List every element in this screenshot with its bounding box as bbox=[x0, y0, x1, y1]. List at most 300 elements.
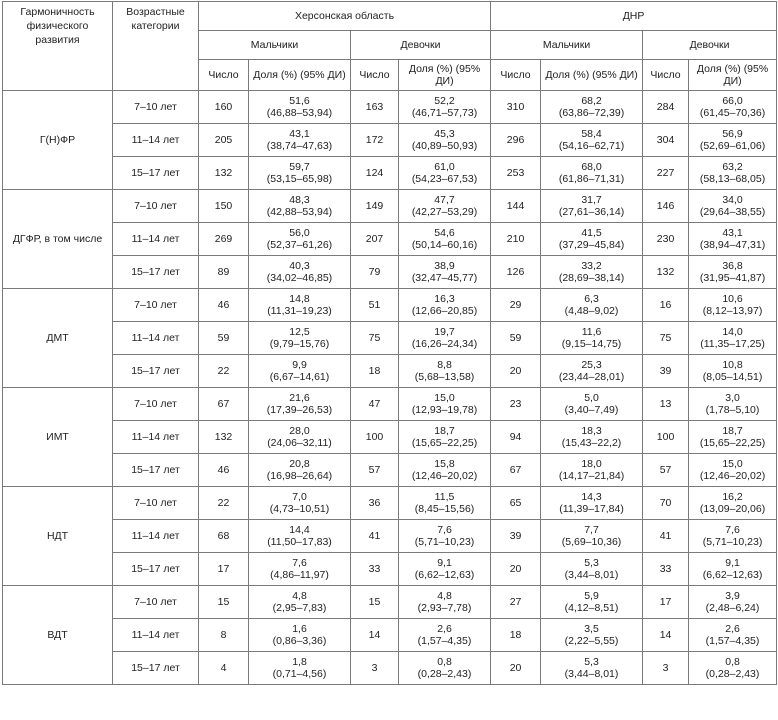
share-cell bbox=[399, 652, 491, 685]
share-cell bbox=[249, 586, 351, 619]
share-value: 2,6 bbox=[725, 623, 740, 635]
share-value: 8,8 bbox=[437, 359, 452, 371]
share-cell bbox=[541, 223, 643, 256]
share-value: 14,0 bbox=[722, 326, 743, 338]
confidence-interval: (31,95–41,87) bbox=[699, 272, 766, 284]
share-value: 6,3 bbox=[584, 293, 599, 305]
confidence-interval: (0,86–3,36) bbox=[272, 635, 327, 647]
share-value: 0,8 bbox=[725, 656, 740, 668]
share-value: 15,8 bbox=[434, 458, 455, 470]
header-group: Гармоничность физического развития bbox=[3, 2, 113, 91]
share-cell bbox=[689, 91, 777, 124]
share-cell bbox=[541, 190, 643, 223]
share-value: 10,8 bbox=[722, 359, 743, 371]
share-value: 40,3 bbox=[289, 260, 310, 272]
confidence-interval: (12,46–20,02) bbox=[699, 470, 766, 482]
confidence-interval: (13,09–20,06) bbox=[699, 503, 766, 515]
count-cell: 33 bbox=[643, 553, 689, 586]
count-cell: 57 bbox=[643, 454, 689, 487]
share-cell bbox=[249, 652, 351, 685]
share-value: 3,9 bbox=[725, 590, 740, 602]
confidence-interval: (46,88–53,94) bbox=[266, 107, 333, 119]
confidence-interval: (9,15–14,75) bbox=[561, 338, 622, 350]
confidence-interval: (2,22–5,55) bbox=[564, 635, 619, 647]
share-cell bbox=[399, 619, 491, 652]
share-cell bbox=[541, 91, 643, 124]
confidence-interval: (27,61–36,14) bbox=[558, 206, 625, 218]
share-value: 68,2 bbox=[581, 95, 602, 107]
count-cell: 4 bbox=[199, 652, 249, 685]
header-count: Число bbox=[643, 60, 689, 91]
confidence-interval: (6,62–12,63) bbox=[702, 569, 763, 581]
confidence-interval: (34,02–46,85) bbox=[266, 272, 333, 284]
share-value: 3,5 bbox=[584, 623, 599, 635]
age-cell: 7–10 лет bbox=[113, 91, 199, 124]
confidence-interval: (38,94–47,31) bbox=[699, 239, 766, 251]
header-age: Возрастные категории bbox=[113, 2, 199, 91]
share-cell bbox=[541, 421, 643, 454]
count-cell: 20 bbox=[491, 553, 541, 586]
age-cell: 11–14 лет bbox=[113, 124, 199, 157]
count-cell: 100 bbox=[351, 421, 399, 454]
count-cell: 205 bbox=[199, 124, 249, 157]
count-cell: 39 bbox=[491, 520, 541, 553]
confidence-interval: (1,57–4,35) bbox=[705, 635, 760, 647]
share-cell bbox=[399, 487, 491, 520]
count-cell: 89 bbox=[199, 256, 249, 289]
share-cell bbox=[399, 388, 491, 421]
share-cell bbox=[399, 355, 491, 388]
share-value: 15,0 bbox=[434, 392, 455, 404]
share-cell bbox=[541, 487, 643, 520]
count-cell: 57 bbox=[351, 454, 399, 487]
share-cell bbox=[249, 289, 351, 322]
count-cell: 253 bbox=[491, 157, 541, 190]
confidence-interval: (42,88–53,94) bbox=[266, 206, 333, 218]
count-cell: 75 bbox=[351, 322, 399, 355]
share-value: 58,4 bbox=[581, 128, 602, 140]
share-cell bbox=[249, 124, 351, 157]
share-value: 7,6 bbox=[437, 524, 452, 536]
age-cell: 11–14 лет bbox=[113, 322, 199, 355]
confidence-interval: (8,45–15,56) bbox=[414, 503, 475, 515]
share-cell bbox=[541, 454, 643, 487]
share-value: 5,3 bbox=[584, 656, 599, 668]
count-cell: 132 bbox=[643, 256, 689, 289]
confidence-interval: (6,67–14,61) bbox=[269, 371, 330, 383]
share-cell bbox=[399, 586, 491, 619]
count-cell: 163 bbox=[351, 91, 399, 124]
table-row bbox=[3, 619, 777, 652]
share-cell bbox=[399, 157, 491, 190]
share-value: 52,2 bbox=[434, 95, 455, 107]
table-row bbox=[3, 553, 777, 586]
header-sex-girls-dnr: Девочки bbox=[643, 31, 777, 60]
count-cell: 150 bbox=[199, 190, 249, 223]
share-value: 9,9 bbox=[292, 359, 307, 371]
count-cell: 172 bbox=[351, 124, 399, 157]
confidence-interval: (5,68–13,58) bbox=[414, 371, 475, 383]
count-cell: 17 bbox=[643, 586, 689, 619]
confidence-interval: (0,28–2,43) bbox=[417, 668, 472, 680]
confidence-interval: (54,23–67,53) bbox=[411, 173, 478, 185]
confidence-interval: (6,62–12,63) bbox=[414, 569, 475, 581]
share-cell bbox=[249, 421, 351, 454]
count-cell: 33 bbox=[351, 553, 399, 586]
table-row bbox=[3, 124, 777, 157]
share-cell bbox=[541, 586, 643, 619]
count-cell: 59 bbox=[199, 322, 249, 355]
share-cell bbox=[399, 223, 491, 256]
share-cell bbox=[399, 91, 491, 124]
header-count: Число bbox=[351, 60, 399, 91]
share-value: 48,3 bbox=[289, 194, 310, 206]
share-cell bbox=[399, 520, 491, 553]
count-cell: 27 bbox=[491, 586, 541, 619]
share-value: 28,0 bbox=[289, 425, 310, 437]
share-value: 43,1 bbox=[289, 128, 310, 140]
confidence-interval: (61,45–70,36) bbox=[699, 107, 766, 119]
count-cell: 23 bbox=[491, 388, 541, 421]
age-cell: 7–10 лет bbox=[113, 487, 199, 520]
confidence-interval: (12,93–19,78) bbox=[411, 404, 478, 416]
confidence-interval: (12,66–20,85) bbox=[411, 305, 478, 317]
count-cell: 15 bbox=[199, 586, 249, 619]
table-row bbox=[3, 157, 777, 190]
count-cell: 207 bbox=[351, 223, 399, 256]
header-share: Доля (%) (95% ДИ) bbox=[399, 60, 491, 91]
count-cell: 3 bbox=[643, 652, 689, 685]
share-value: 54,6 bbox=[434, 227, 455, 239]
header-share: Доля (%) (95% ДИ) bbox=[541, 60, 643, 91]
count-cell: 144 bbox=[491, 190, 541, 223]
table-row bbox=[3, 487, 777, 520]
confidence-interval: (16,26–24,34) bbox=[411, 338, 478, 350]
share-cell bbox=[399, 124, 491, 157]
share-cell bbox=[689, 190, 777, 223]
share-value: 20,8 bbox=[289, 458, 310, 470]
confidence-interval: (2,48–6,24) bbox=[705, 602, 760, 614]
share-cell bbox=[541, 388, 643, 421]
confidence-interval: (52,37–61,26) bbox=[266, 239, 333, 251]
confidence-interval: (1,78–5,10) bbox=[705, 404, 760, 416]
confidence-interval: (42,27–53,29) bbox=[411, 206, 478, 218]
age-cell: 15–17 лет bbox=[113, 652, 199, 685]
age-cell: 7–10 лет bbox=[113, 190, 199, 223]
share-value: 41,5 bbox=[581, 227, 602, 239]
confidence-interval: (2,95–7,83) bbox=[272, 602, 327, 614]
count-cell: 68 bbox=[199, 520, 249, 553]
confidence-interval: (4,48–9,02) bbox=[564, 305, 619, 317]
count-cell: 14 bbox=[643, 619, 689, 652]
confidence-interval: (61,86–71,31) bbox=[558, 173, 625, 185]
header-sex-boys-dnr: Мальчики bbox=[491, 31, 643, 60]
share-value: 11,5 bbox=[434, 491, 455, 503]
age-cell: 11–14 лет bbox=[113, 421, 199, 454]
share-value: 9,1 bbox=[437, 557, 452, 569]
count-cell: 17 bbox=[199, 553, 249, 586]
share-cell bbox=[249, 223, 351, 256]
share-value: 5,9 bbox=[584, 590, 599, 602]
share-cell bbox=[541, 652, 643, 685]
header-region-kherson: Херсонская область bbox=[199, 2, 491, 31]
count-cell: 310 bbox=[491, 91, 541, 124]
table-body bbox=[3, 91, 777, 685]
confidence-interval: (16,98–26,64) bbox=[266, 470, 333, 482]
confidence-interval: (9,79–15,76) bbox=[269, 338, 330, 350]
table-row bbox=[3, 355, 777, 388]
share-cell bbox=[541, 553, 643, 586]
count-cell: 269 bbox=[199, 223, 249, 256]
age-cell: 15–17 лет bbox=[113, 454, 199, 487]
confidence-interval: (38,74–47,63) bbox=[266, 140, 333, 152]
count-cell: 126 bbox=[491, 256, 541, 289]
group-label: ДМТ bbox=[3, 289, 113, 388]
count-cell: 20 bbox=[491, 355, 541, 388]
confidence-interval: (15,43–22,2) bbox=[561, 437, 622, 449]
confidence-interval: (0,71–4,56) bbox=[272, 668, 327, 680]
share-cell bbox=[399, 256, 491, 289]
confidence-interval: (3,44–8,01) bbox=[564, 668, 619, 680]
table-row bbox=[3, 421, 777, 454]
share-cell bbox=[689, 124, 777, 157]
count-cell: 132 bbox=[199, 157, 249, 190]
count-cell: 230 bbox=[643, 223, 689, 256]
count-cell: 39 bbox=[643, 355, 689, 388]
confidence-interval: (4,12–8,51) bbox=[564, 602, 619, 614]
share-value: 1,6 bbox=[292, 623, 307, 635]
confidence-interval: (1,57–4,35) bbox=[417, 635, 472, 647]
count-cell: 70 bbox=[643, 487, 689, 520]
share-cell bbox=[249, 619, 351, 652]
share-cell bbox=[689, 223, 777, 256]
share-cell bbox=[541, 619, 643, 652]
count-cell: 3 bbox=[351, 652, 399, 685]
share-value: 21,6 bbox=[289, 392, 310, 404]
confidence-interval: (8,12–13,97) bbox=[702, 305, 763, 317]
share-cell bbox=[689, 289, 777, 322]
share-value: 16,2 bbox=[722, 491, 743, 503]
share-value: 56,9 bbox=[722, 128, 743, 140]
header-sex-boys-kherson: Мальчики bbox=[199, 31, 351, 60]
share-value: 7,7 bbox=[584, 524, 599, 536]
count-cell: 22 bbox=[199, 487, 249, 520]
confidence-interval: (53,15–65,98) bbox=[266, 173, 333, 185]
share-cell bbox=[249, 388, 351, 421]
age-cell: 7–10 лет bbox=[113, 586, 199, 619]
share-cell bbox=[249, 355, 351, 388]
age-cell: 15–17 лет bbox=[113, 355, 199, 388]
age-cell: 11–14 лет bbox=[113, 619, 199, 652]
confidence-interval: (0,28–2,43) bbox=[705, 668, 760, 680]
count-cell: 51 bbox=[351, 289, 399, 322]
share-value: 33,2 bbox=[581, 260, 602, 272]
age-cell: 11–14 лет bbox=[113, 520, 199, 553]
confidence-interval: (46,71–57,73) bbox=[411, 107, 478, 119]
confidence-interval: (5,69–10,36) bbox=[561, 536, 622, 548]
count-cell: 18 bbox=[351, 355, 399, 388]
share-value: 12,5 bbox=[289, 326, 310, 338]
count-cell: 67 bbox=[491, 454, 541, 487]
count-cell: 46 bbox=[199, 454, 249, 487]
share-cell bbox=[689, 256, 777, 289]
share-cell bbox=[399, 553, 491, 586]
share-cell bbox=[249, 91, 351, 124]
table-row bbox=[3, 454, 777, 487]
confidence-interval: (63,86–72,39) bbox=[558, 107, 625, 119]
share-value: 16,3 bbox=[434, 293, 455, 305]
confidence-interval: (24,06–32,11) bbox=[267, 437, 332, 449]
table-row bbox=[3, 190, 777, 223]
count-cell: 18 bbox=[491, 619, 541, 652]
share-cell bbox=[399, 421, 491, 454]
age-cell: 15–17 лет bbox=[113, 256, 199, 289]
share-cell bbox=[541, 355, 643, 388]
age-cell: 15–17 лет bbox=[113, 553, 199, 586]
share-cell bbox=[249, 190, 351, 223]
confidence-interval: (14,17–21,84) bbox=[558, 470, 625, 482]
count-cell: 15 bbox=[351, 586, 399, 619]
confidence-interval: (11,39–17,84) bbox=[559, 503, 624, 515]
count-cell: 29 bbox=[491, 289, 541, 322]
count-cell: 75 bbox=[643, 322, 689, 355]
count-cell: 149 bbox=[351, 190, 399, 223]
share-cell bbox=[541, 124, 643, 157]
count-cell: 210 bbox=[491, 223, 541, 256]
share-value: 18,7 bbox=[434, 425, 455, 437]
confidence-interval: (11,50–17,83) bbox=[267, 536, 332, 548]
share-cell bbox=[249, 157, 351, 190]
share-value: 45,3 bbox=[434, 128, 455, 140]
confidence-interval: (4,73–10,51) bbox=[269, 503, 330, 515]
header-share: Доля (%) (95% ДИ) bbox=[249, 60, 351, 91]
share-value: 66,0 bbox=[722, 95, 743, 107]
count-cell: 41 bbox=[351, 520, 399, 553]
share-cell bbox=[689, 355, 777, 388]
confidence-interval: (11,31–19,23) bbox=[267, 305, 332, 317]
confidence-interval: (32,47–45,77) bbox=[411, 272, 478, 284]
share-value: 68,0 bbox=[581, 161, 602, 173]
table-row bbox=[3, 652, 777, 685]
share-cell bbox=[249, 487, 351, 520]
share-value: 4,8 bbox=[292, 590, 307, 602]
header-region-dnr: ДНР bbox=[491, 2, 777, 31]
count-cell: 65 bbox=[491, 487, 541, 520]
count-cell: 20 bbox=[491, 652, 541, 685]
confidence-interval: (5,71–10,23) bbox=[702, 536, 763, 548]
table-row bbox=[3, 223, 777, 256]
count-cell: 41 bbox=[643, 520, 689, 553]
share-value: 47,7 bbox=[434, 194, 455, 206]
share-value: 43,1 bbox=[722, 227, 743, 239]
count-cell: 296 bbox=[491, 124, 541, 157]
header-share: Доля (%) (95% ДИ) bbox=[689, 60, 777, 91]
age-cell: 11–14 лет bbox=[113, 223, 199, 256]
confidence-interval: (3,40–7,49) bbox=[564, 404, 619, 416]
confidence-interval: (2,93–7,78) bbox=[417, 602, 472, 614]
share-cell bbox=[541, 256, 643, 289]
share-value: 9,1 bbox=[725, 557, 740, 569]
share-value: 7,6 bbox=[292, 557, 307, 569]
share-value: 5,3 bbox=[584, 557, 599, 569]
share-cell bbox=[689, 157, 777, 190]
count-cell: 47 bbox=[351, 388, 399, 421]
share-value: 7,0 bbox=[292, 491, 307, 503]
share-value: 19,7 bbox=[434, 326, 455, 338]
table-row bbox=[3, 388, 777, 421]
header-count: Число bbox=[491, 60, 541, 91]
count-cell: 94 bbox=[491, 421, 541, 454]
confidence-interval: (17,39–26,53) bbox=[266, 404, 333, 416]
age-cell: 7–10 лет bbox=[113, 289, 199, 322]
share-cell bbox=[249, 520, 351, 553]
share-cell bbox=[541, 289, 643, 322]
share-cell bbox=[689, 388, 777, 421]
share-value: 34,0 bbox=[722, 194, 743, 206]
share-cell bbox=[399, 322, 491, 355]
table-row bbox=[3, 586, 777, 619]
share-value: 5,0 bbox=[584, 392, 599, 404]
share-cell bbox=[541, 157, 643, 190]
group-label: Г(Н)ФР bbox=[3, 91, 113, 190]
count-cell: 46 bbox=[199, 289, 249, 322]
share-cell bbox=[689, 520, 777, 553]
share-value: 36,8 bbox=[722, 260, 743, 272]
confidence-interval: (28,69–38,14) bbox=[558, 272, 625, 284]
header-count: Число bbox=[199, 60, 249, 91]
share-cell bbox=[689, 586, 777, 619]
confidence-interval: (50,14–60,16) bbox=[411, 239, 478, 251]
share-value: 14,3 bbox=[581, 491, 602, 503]
confidence-interval: (40,89–50,93) bbox=[411, 140, 478, 152]
count-cell: 79 bbox=[351, 256, 399, 289]
count-cell: 146 bbox=[643, 190, 689, 223]
share-cell bbox=[249, 322, 351, 355]
confidence-interval: (54,16–62,71) bbox=[558, 140, 625, 152]
share-value: 14,8 bbox=[289, 293, 310, 305]
table-row bbox=[3, 289, 777, 322]
share-value: 11,6 bbox=[581, 326, 602, 338]
share-value: 1,8 bbox=[292, 656, 307, 668]
share-cell bbox=[689, 322, 777, 355]
share-cell bbox=[399, 190, 491, 223]
share-cell bbox=[249, 553, 351, 586]
share-cell bbox=[689, 454, 777, 487]
share-value: 7,6 bbox=[725, 524, 740, 536]
count-cell: 132 bbox=[199, 421, 249, 454]
share-cell bbox=[399, 289, 491, 322]
count-cell: 59 bbox=[491, 322, 541, 355]
share-value: 4,8 bbox=[437, 590, 452, 602]
confidence-interval: (23,44–28,01) bbox=[558, 371, 625, 383]
confidence-interval: (8,05–14,51) bbox=[702, 371, 763, 383]
share-cell bbox=[689, 652, 777, 685]
count-cell: 16 bbox=[643, 289, 689, 322]
count-cell: 160 bbox=[199, 91, 249, 124]
confidence-interval: (52,69–61,06) bbox=[699, 140, 766, 152]
share-cell bbox=[249, 454, 351, 487]
share-value: 14,4 bbox=[289, 524, 310, 536]
count-cell: 227 bbox=[643, 157, 689, 190]
table-row bbox=[3, 322, 777, 355]
age-cell: 7–10 лет bbox=[113, 388, 199, 421]
table-row bbox=[3, 91, 777, 124]
confidence-interval: (37,29–45,84) bbox=[558, 239, 625, 251]
share-value: 38,9 bbox=[434, 260, 455, 272]
confidence-interval: (3,44–8,01) bbox=[564, 569, 619, 581]
share-value: 63,2 bbox=[722, 161, 743, 173]
share-value: 2,6 bbox=[437, 623, 452, 635]
